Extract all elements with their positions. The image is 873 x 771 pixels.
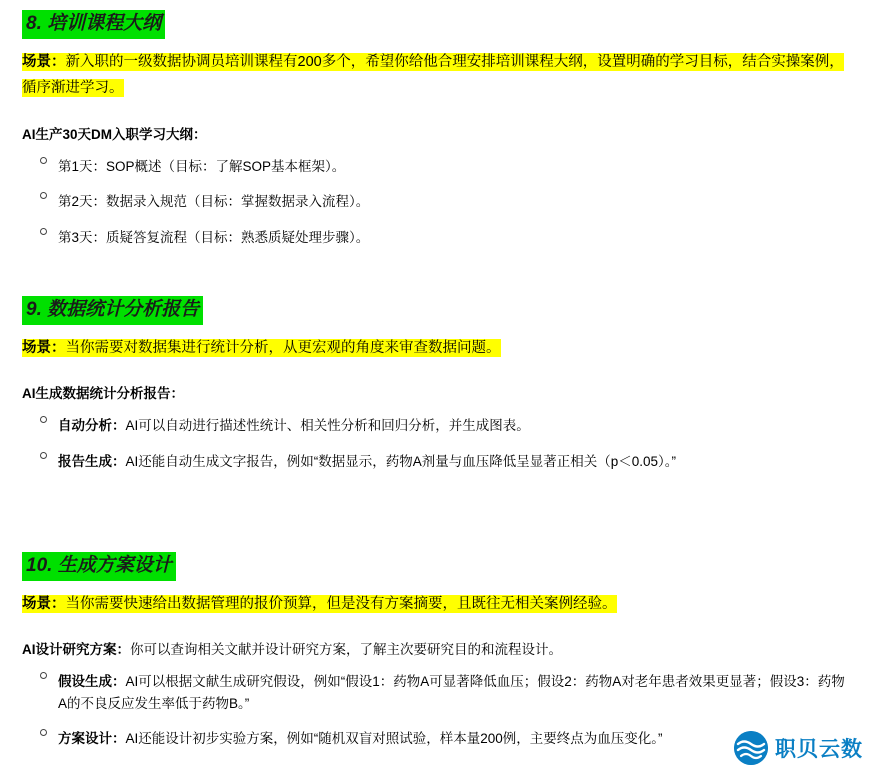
list-item-term: 报告生成： xyxy=(58,453,126,469)
section-title: 8. 培训课程大纲 xyxy=(22,10,165,39)
watermark-logo xyxy=(734,731,863,765)
circle-bullet-icon xyxy=(40,672,47,679)
list-item-text: AI还能设计初步实验方案，例如“随机双盲对照试验，样本量200例，主要终点为血压变化。” xyxy=(125,731,663,747)
scenario-label: 场景： xyxy=(22,595,66,612)
scenario-paragraph xyxy=(22,591,852,618)
bullet-list xyxy=(22,671,852,750)
list-item-text: 第3天：质疑答复流程（目标：熟悉质疑处理步骤）。 xyxy=(58,230,370,246)
list-item xyxy=(22,671,852,714)
list-item-term: 方案设计： xyxy=(58,731,126,747)
list-item-text: AI可以自动进行描述性统计、相关性分析和回归分析，并生成图表。 xyxy=(125,418,530,434)
section-training-outline xyxy=(22,10,852,249)
ai-output-heading xyxy=(22,639,852,661)
wave-circle-icon xyxy=(734,731,768,765)
scenario-text: 新入职的一级数据协调员培训课程有200多个，希望你给他合理安排培训课程大纲，设置明确的学习目标，结合实操案例，循序渐进学习。 xyxy=(22,53,844,97)
ai-output-heading xyxy=(22,383,852,405)
scenario-text: 当你需要对数据集进行统计分析，从更宏观的角度来审查数据问题。 xyxy=(65,339,501,356)
section-statistical-report xyxy=(22,296,852,472)
section-title: 9. 数据统计分析报告 xyxy=(22,296,203,325)
circle-bullet-icon xyxy=(40,228,47,235)
scenario-label: 场景： xyxy=(22,339,66,356)
scenario-paragraph xyxy=(22,335,852,362)
circle-bullet-icon xyxy=(40,416,47,423)
list-item-text: 第1天：SOP概述（目标：了解SOP基本框架）。 xyxy=(58,158,346,174)
list-item xyxy=(22,191,852,213)
brand-name: 职贝云数 xyxy=(775,737,863,761)
scenario-label: 场景： xyxy=(22,53,66,70)
circle-bullet-icon xyxy=(40,192,47,199)
ai-output-label: AI生成数据统计分析报告： xyxy=(22,386,184,402)
list-item-term: 自动分析： xyxy=(58,418,126,434)
list-item xyxy=(22,227,852,249)
list-item xyxy=(22,415,852,437)
list-item-term: 假设生成： xyxy=(58,674,126,690)
ai-output-label: AI生产30天DM入职学习大纲： xyxy=(22,127,207,143)
circle-bullet-icon xyxy=(40,452,47,459)
scenario-paragraph xyxy=(22,49,852,103)
section-title: 10. 生成方案设计 xyxy=(22,552,176,581)
list-item xyxy=(22,451,852,473)
ai-output-heading xyxy=(22,124,852,146)
scenario-text: 当你需要快速给出数据管理的报价预算，但是没有方案摘要，且既往无相关案例经验。 xyxy=(65,595,617,612)
circle-bullet-icon xyxy=(40,157,47,164)
bullet-list xyxy=(22,415,852,472)
section-protocol-design xyxy=(22,552,852,750)
ai-output-text: 你可以查询相关文献并设计研究方案，了解主次要研究目的和流程设计。 xyxy=(130,642,562,658)
list-item-text: 第2天：数据录入规范（目标：掌握数据录入流程）。 xyxy=(58,194,370,210)
ai-output-label: AI设计研究方案： xyxy=(22,642,130,658)
list-item xyxy=(22,728,852,750)
list-item-text: AI还能自动生成文字报告，例如“数据显示，药物A剂量与血压降低呈显著正相关（p＜0.05）。” xyxy=(125,453,677,469)
circle-bullet-icon xyxy=(40,729,47,736)
list-item-text: AI可以根据文献生成研究假设，例如“假设1：药物A可显著降低血压；假设2：药物A对老年患者效果更显著；假设3：药物A的不良反应发生率低于药物B。” xyxy=(58,674,845,711)
bullet-list xyxy=(22,156,852,249)
list-item xyxy=(22,156,852,178)
